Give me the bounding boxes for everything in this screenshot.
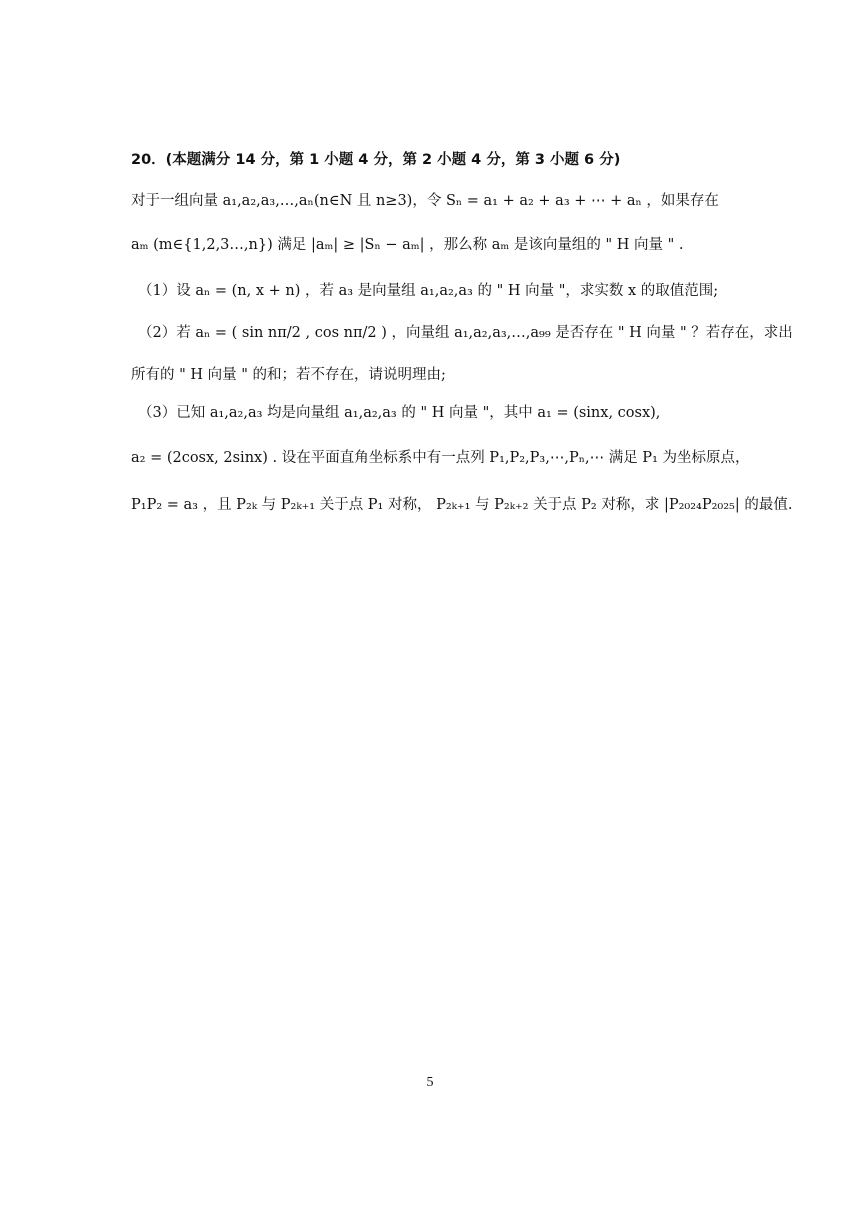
part-3-text-line-2: a₂ = (2cosx, 2sinx) . 设在平面直角坐标系中有一点列 P₁,P₂,P₃,⋯,Pₙ,⋯ 满足 P₁ 为坐标原点，: [131, 450, 750, 466]
problem-intro-line-2: aₘ (m∈{1,2,3…,n}) 满足 |aₘ| ≥ |Sₙ − aₘ| ，那么称 aₘ 是该向量组的 " H 向量 " .: [131, 237, 684, 253]
part-2-text-line-1: （2）若 aₙ = ( sin nπ/2 , cos nπ/2 ) ，向量组 a₁,a₂,a₃,…,a₉₉ 是否存在 " H 向量 " ？若存在，求出: [138, 325, 793, 341]
problem-header: 20．(本题满分 14 分，第 1 小题 4 分，第 2 小题 4 分，第 3 小题 6 分): [131, 152, 621, 168]
page-number: 5: [426, 1075, 434, 1090]
part-3-text-line-3: P₁P₂ = a₃ ，且 P₂ₖ 与 P₂ₖ₊₁ 关于点 P₁ 对称， P₂ₖ₊₁ 与 P₂ₖ₊₂ 关于点 P₂ 对称，求 |P₂₀₂₄P₂₀₂₅| 的最值.: [131, 497, 793, 513]
part-2-text-line-2: 所有的 " H 向量 " 的和；若不存在，请说明理由;: [131, 367, 446, 383]
part-1-text: （1）设 aₙ = (n, x + n) ，若 a₃ 是向量组 a₁,a₂,a₃ 的 " H 向量 "，求实数 x 的取值范围;: [138, 283, 719, 299]
part-3-text-line-1: （3）已知 a₁,a₂,a₃ 均是向量组 a₁,a₂,a₃ 的 " H 向量 "，其中 a₁ = (sinx, cosx),: [138, 405, 661, 421]
problem-intro-line-1: 对于一组向量 a₁,a₂,a₃,…,aₙ(n∈N 且 n≥3)，令 Sₙ = a₁ + a₂ + a₃ + ⋯ + aₙ ，如果存在: [131, 193, 719, 209]
